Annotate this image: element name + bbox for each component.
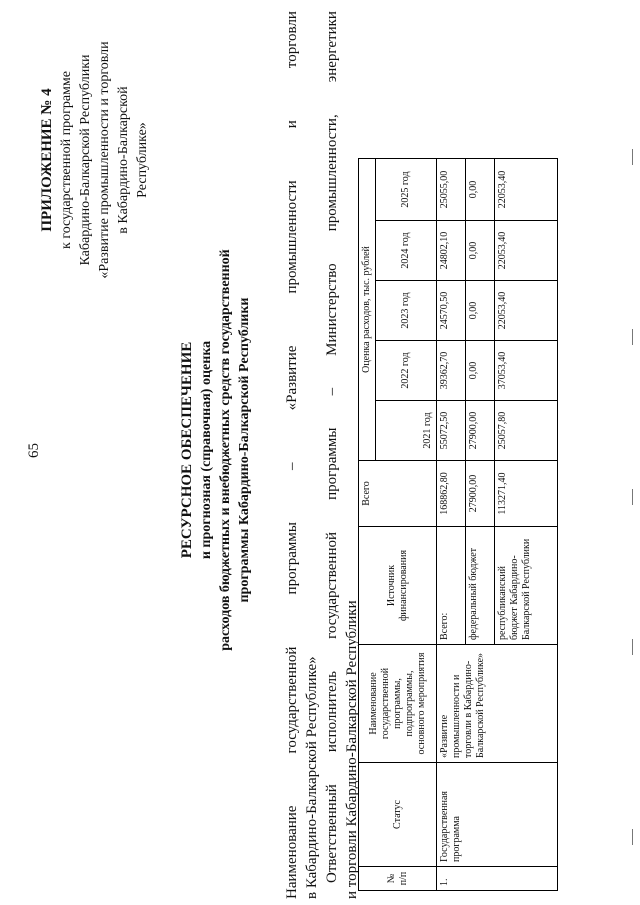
word: «Развитие bbox=[284, 345, 300, 411]
year-header: 2025 год bbox=[376, 159, 437, 221]
document-heading bbox=[178, 235, 254, 665]
word: и bbox=[284, 120, 300, 129]
year-header: 2023 год bbox=[376, 281, 437, 341]
cell-value: 0,00 bbox=[466, 159, 495, 221]
cell-value: 25057,80 bbox=[495, 401, 558, 461]
cell-total: 113271,40 bbox=[495, 461, 558, 527]
margin-mark bbox=[632, 149, 633, 165]
executor-line bbox=[322, 11, 342, 899]
appendix-block bbox=[38, 10, 152, 310]
word: торговли bbox=[284, 11, 300, 69]
col-total-header: Всего bbox=[359, 461, 437, 527]
heading-line: программы Кабардино-Балкарской Республики bbox=[237, 297, 252, 603]
cell-status: Государственная программа bbox=[437, 763, 558, 867]
year-header: 2022 год bbox=[376, 341, 437, 401]
appendix-title: ПРИЛОЖЕНИЕ № 4 bbox=[39, 88, 55, 232]
cell-total: 27900,00 bbox=[466, 461, 495, 527]
word: государственной bbox=[284, 646, 300, 754]
cell-value: 37053,40 bbox=[495, 341, 558, 401]
col-source-header: Источник финансирования bbox=[359, 527, 437, 645]
program-name-line bbox=[282, 11, 302, 899]
cell-value: 25055,00 bbox=[437, 159, 466, 221]
header-row bbox=[359, 159, 376, 891]
word: государственной bbox=[324, 532, 340, 639]
year-header: 2021 год bbox=[376, 401, 437, 461]
col-name-header: Наименование государственной программы, подпрограммы, основного мероприятия bbox=[359, 645, 437, 763]
executor-line2: и торговли Кабардино-Балкарской Республики bbox=[344, 600, 360, 899]
cell-value: 55072,50 bbox=[437, 401, 466, 461]
word: Министерство bbox=[324, 263, 340, 356]
col-estimate-header: Оценка расходов, тыс. рублей bbox=[359, 159, 376, 461]
heading-line: расходов бюджетных и внебюджетных средств государственной bbox=[218, 249, 233, 651]
margin-mark bbox=[632, 829, 633, 845]
appendix-line: «Развитие промышленности и торговли bbox=[97, 41, 112, 279]
appendix-line: в Кабардино-Балкарской bbox=[116, 86, 131, 234]
program-info bbox=[282, 11, 362, 899]
cell-value: 39362,70 bbox=[437, 341, 466, 401]
table-row bbox=[437, 159, 466, 891]
word: – bbox=[284, 462, 300, 470]
word: Ответственный bbox=[324, 784, 340, 883]
year-header: 2024 год bbox=[376, 221, 437, 281]
word: промышленности bbox=[284, 180, 300, 294]
cell-value: 22053,40 bbox=[495, 281, 558, 341]
cell-name: «Развитие промышленности и торговли в Кабардино-Балкарской Республике» bbox=[437, 645, 558, 763]
word: программы bbox=[284, 522, 300, 595]
cell-value: 0,00 bbox=[466, 221, 495, 281]
appendix-line: Республике» bbox=[135, 122, 150, 198]
cell-value: 0,00 bbox=[466, 341, 495, 401]
margin-mark bbox=[632, 329, 633, 345]
margin-mark bbox=[632, 489, 633, 505]
word: энергетики bbox=[324, 11, 340, 83]
cell-value: 22053,40 bbox=[495, 221, 558, 281]
heading-title: РЕСУРСНОЕ ОБЕСПЕЧЕНИЕ bbox=[179, 341, 195, 559]
col-status-header: Статус bbox=[359, 763, 437, 867]
cell-source: федеральный бюджет bbox=[466, 527, 495, 645]
page-number: 65 bbox=[26, 443, 42, 458]
col-num-header: № п/п bbox=[359, 867, 437, 891]
cell-value: 27900,00 bbox=[466, 401, 495, 461]
program-name-line2: в Кабардино-Балкарской Республике» bbox=[304, 656, 320, 899]
word: промышленности, bbox=[324, 114, 340, 232]
word: Наименование bbox=[284, 805, 300, 899]
cell-value: 22053,40 bbox=[495, 159, 558, 221]
resource-table bbox=[358, 158, 558, 891]
cell-source: республиканский бюджет Кабардино-Балкарской Республики bbox=[495, 527, 558, 645]
cell-num: 1. bbox=[437, 867, 558, 891]
heading-line: и прогнозная (справочная) оценка bbox=[199, 340, 214, 560]
margin-mark bbox=[632, 639, 633, 655]
cell-value: 24802,10 bbox=[437, 221, 466, 281]
word: исполнитель bbox=[324, 671, 340, 753]
cell-value: 24570,50 bbox=[437, 281, 466, 341]
appendix-line: Кабардино-Балкарской Республики bbox=[78, 54, 93, 266]
appendix-line: к государственной программе bbox=[59, 71, 74, 249]
word: программы bbox=[324, 427, 340, 500]
cell-source: Всего: bbox=[437, 527, 466, 645]
word: – bbox=[324, 387, 340, 396]
cell-value: 0,00 bbox=[466, 281, 495, 341]
cell-total: 168862,80 bbox=[437, 461, 466, 527]
